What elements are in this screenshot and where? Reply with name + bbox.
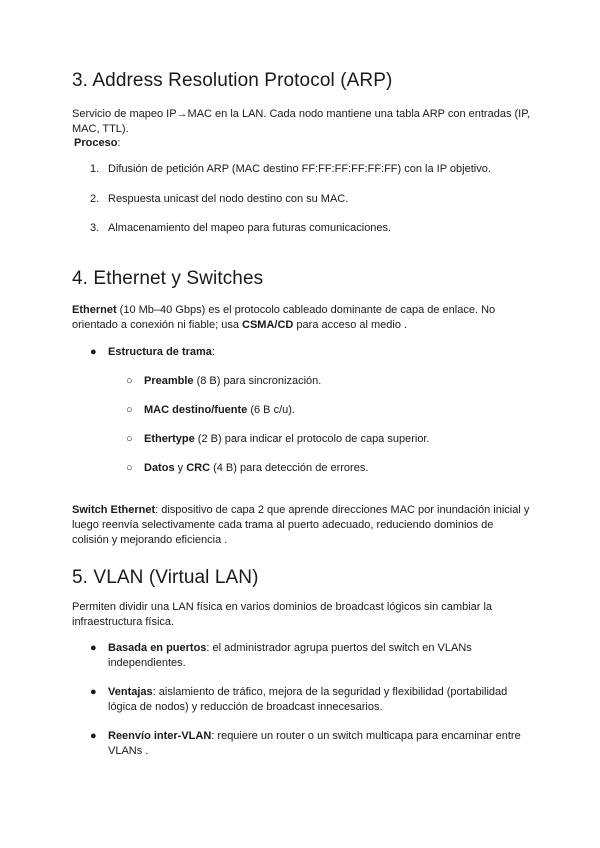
ethernet-intro: Ethernet (10 Mb–40 Gbps) es el protocolo cableado dominante de capa de enlace. No orientado a conexión ni fiable; usa CSMA/CD para acceso al medio . [72, 304, 496, 331]
section-title-arp: 3. Address Resolution Protocol (ARP) [72, 70, 393, 91]
vlan-intro: Permiten dividir una LAN física en varios dominios de broadcast lógicos sin cambiar la infraestructura física. [72, 601, 493, 628]
section-title-ethernet: 4. Ethernet y Switches [72, 268, 264, 289]
bullet-icon: ● [90, 686, 97, 698]
circle-bullet-icon: ○ [126, 375, 133, 387]
list-item: 1. Difusión de petición ARP (MAC destino FF:FF:FF:FF:FF:FF) con la IP objetivo. [90, 163, 491, 175]
circle-bullet-icon: ○ [126, 433, 133, 445]
bullet-icon: ● [90, 346, 97, 358]
process-heading: Proceso: [74, 137, 121, 149]
section-title-vlan: 5. VLAN (Virtual LAN) [72, 567, 259, 588]
circle-bullet-icon: ○ [126, 462, 133, 474]
bullet-icon: ● [90, 730, 97, 742]
switch-paragraph: Switch Ethernet: dispositivo de capa 2 que aprende direcciones MAC por inundación inicial y luego reenvía selectivamente cada trama al puerto adecuado, reduciendo dominios de colisión y mejorando eficiencia . [72, 504, 530, 546]
list-item: 3. Almacenamiento del mapeo para futuras comunicaciones. [90, 222, 392, 234]
arp-intro: Servicio de mapeo IP→MAC en la LAN. Cada nodo mantiene una tabla ARP con entradas (IP, MAC, TTL). [72, 108, 531, 135]
circle-bullet-icon: ○ [126, 404, 133, 416]
list-item: 2. Respuesta unicast del nodo destino con su MAC. [90, 193, 349, 205]
bullet-icon: ● [90, 642, 97, 654]
